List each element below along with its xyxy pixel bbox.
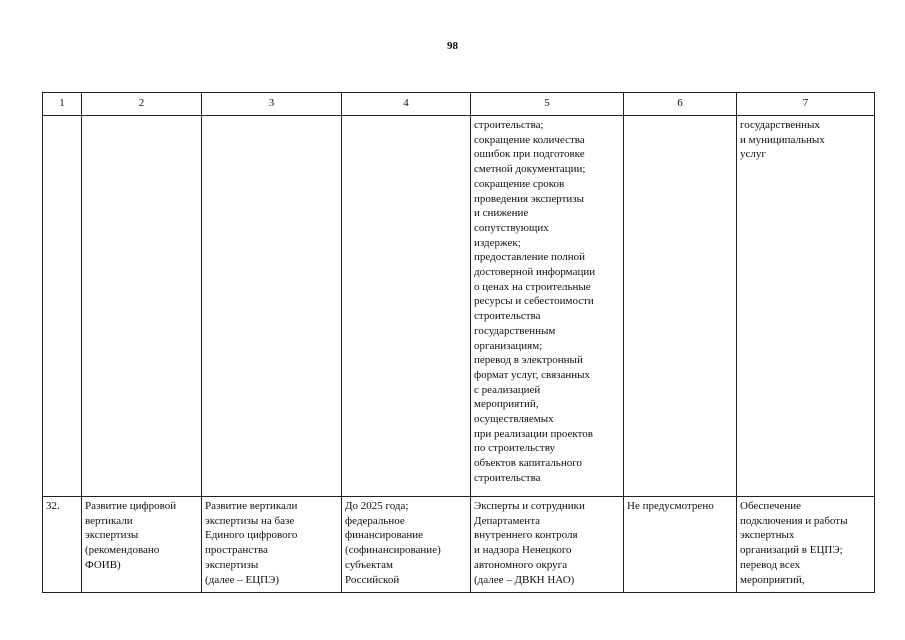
cell-text-line: сокращение сроков [474,177,565,190]
table-cell [82,497,202,593]
cell-text-line: Департамента [474,514,541,527]
cell-text-line: строительства [474,471,541,484]
cell-text-line: формат услуг, связанных [474,368,591,381]
header-cell: 5 [471,93,624,116]
cell-text-line: автономного округа [474,558,568,571]
header-cell: 3 [202,93,342,116]
cell-text-line: строительства; [474,119,544,131]
cell-text-line: Не предусмотрено [627,500,714,512]
cell-text-line: финансирование [345,529,424,542]
cell-text-line: объектов капитального [474,457,582,470]
cell-text-line: мероприятий, [474,398,539,411]
cell-text-line: издержек; [474,236,521,249]
cell-text-line: подключения и работы [740,514,848,527]
table-cell [202,116,342,497]
cell-text-line: по строительству [474,442,556,455]
cell-text-line: предоставление полной [474,251,586,264]
header-cell: 4 [342,93,471,116]
cell-text-line: и муниципальных [740,133,825,146]
cell-text-line: пространства [205,544,268,557]
cell-text-line: государственных [740,119,820,131]
table-cell [737,116,875,497]
cell-text-line: перевод всех [740,558,801,571]
cell-text-line: федеральное [345,514,405,527]
cell-text-line: экспертных [740,529,795,542]
table-cell [43,497,82,593]
table-row-continuation [43,116,875,497]
cell-text-line: субъектам [345,558,393,571]
table-cell [624,497,737,593]
cell-text-line: ошибок при подготовке [474,148,585,161]
cell-text-line: экспертизы [205,558,259,571]
cell-text-line: мероприятий, [740,573,805,586]
cell-text-line: (софинансирование) [345,544,441,557]
cell-text-line: Российской [345,573,400,586]
cell-text-line: при реализации проектов [474,427,593,440]
table-cell [43,116,82,497]
cell-text-line: проведения экспертизы [474,192,585,205]
page-number: 98 [447,40,458,52]
cell-text-line: сопутствующих [474,221,549,234]
header-cell: 1 [43,93,82,116]
cell-text-line: экспертизы [85,529,139,542]
table-cell [342,116,471,497]
cell-text-line: перевод в электронный [474,354,583,367]
cell-text-line: организациям; [474,339,543,352]
header-cell: 7 [737,93,875,116]
cell-text-line: услуг [740,148,766,161]
cell-text-line: о ценах на строительные [474,280,591,293]
cell-text-line: осуществляемых [474,413,554,426]
cell-text-line: (далее – ЕЦПЭ) [205,573,280,586]
cell-text-line: с реализацией [474,383,541,396]
cell-text-line: сокращение количества [474,133,585,146]
table-cell [82,116,202,497]
table-row-32 [43,497,875,593]
header-cell: 2 [82,93,202,116]
table-cell [471,497,624,593]
cell-text-line: Единого цифрового [205,529,298,542]
cell-text-line: сметной документации; [474,163,586,176]
cell-text-line: (далее – ДВКН НАО) [474,573,575,586]
cell-text-line: Развитие вертикали [205,500,298,512]
cell-text-line: Развитие цифровой [85,500,177,512]
document-table [42,92,875,593]
cell-text-line: 32. [46,500,60,512]
cell-text-line: ресурсы и себестоимости [474,295,594,308]
cell-text-line: достоверной информации [474,266,596,279]
cell-text-line: внутреннего контроля [474,529,578,542]
cell-text-line: и надзора Ненецкого [474,544,572,557]
cell-text-line: организаций в ЕЦПЭ; [740,544,843,557]
table-cell [624,116,737,497]
table-cell [737,497,875,593]
cell-text-line: экспертизы на базе [205,514,295,527]
cell-text-line: строительства [474,310,541,323]
header-cell: 6 [624,93,737,116]
cell-text-line: и снижение [474,207,529,220]
table-cell [202,497,342,593]
table-header-row [43,93,875,116]
cell-text-line: До 2025 года; [345,500,409,512]
table-cell [471,116,624,497]
table-cell [342,497,471,593]
cell-text-line: вертикали [85,514,133,527]
cell-text-line: Обеспечение [740,500,801,512]
cell-text-line: Эксперты и сотрудники [474,500,585,512]
cell-text-line: (рекомендовано [85,544,160,557]
cell-text-line: государственным [474,324,556,337]
cell-text-line: ФОИВ) [85,558,121,571]
